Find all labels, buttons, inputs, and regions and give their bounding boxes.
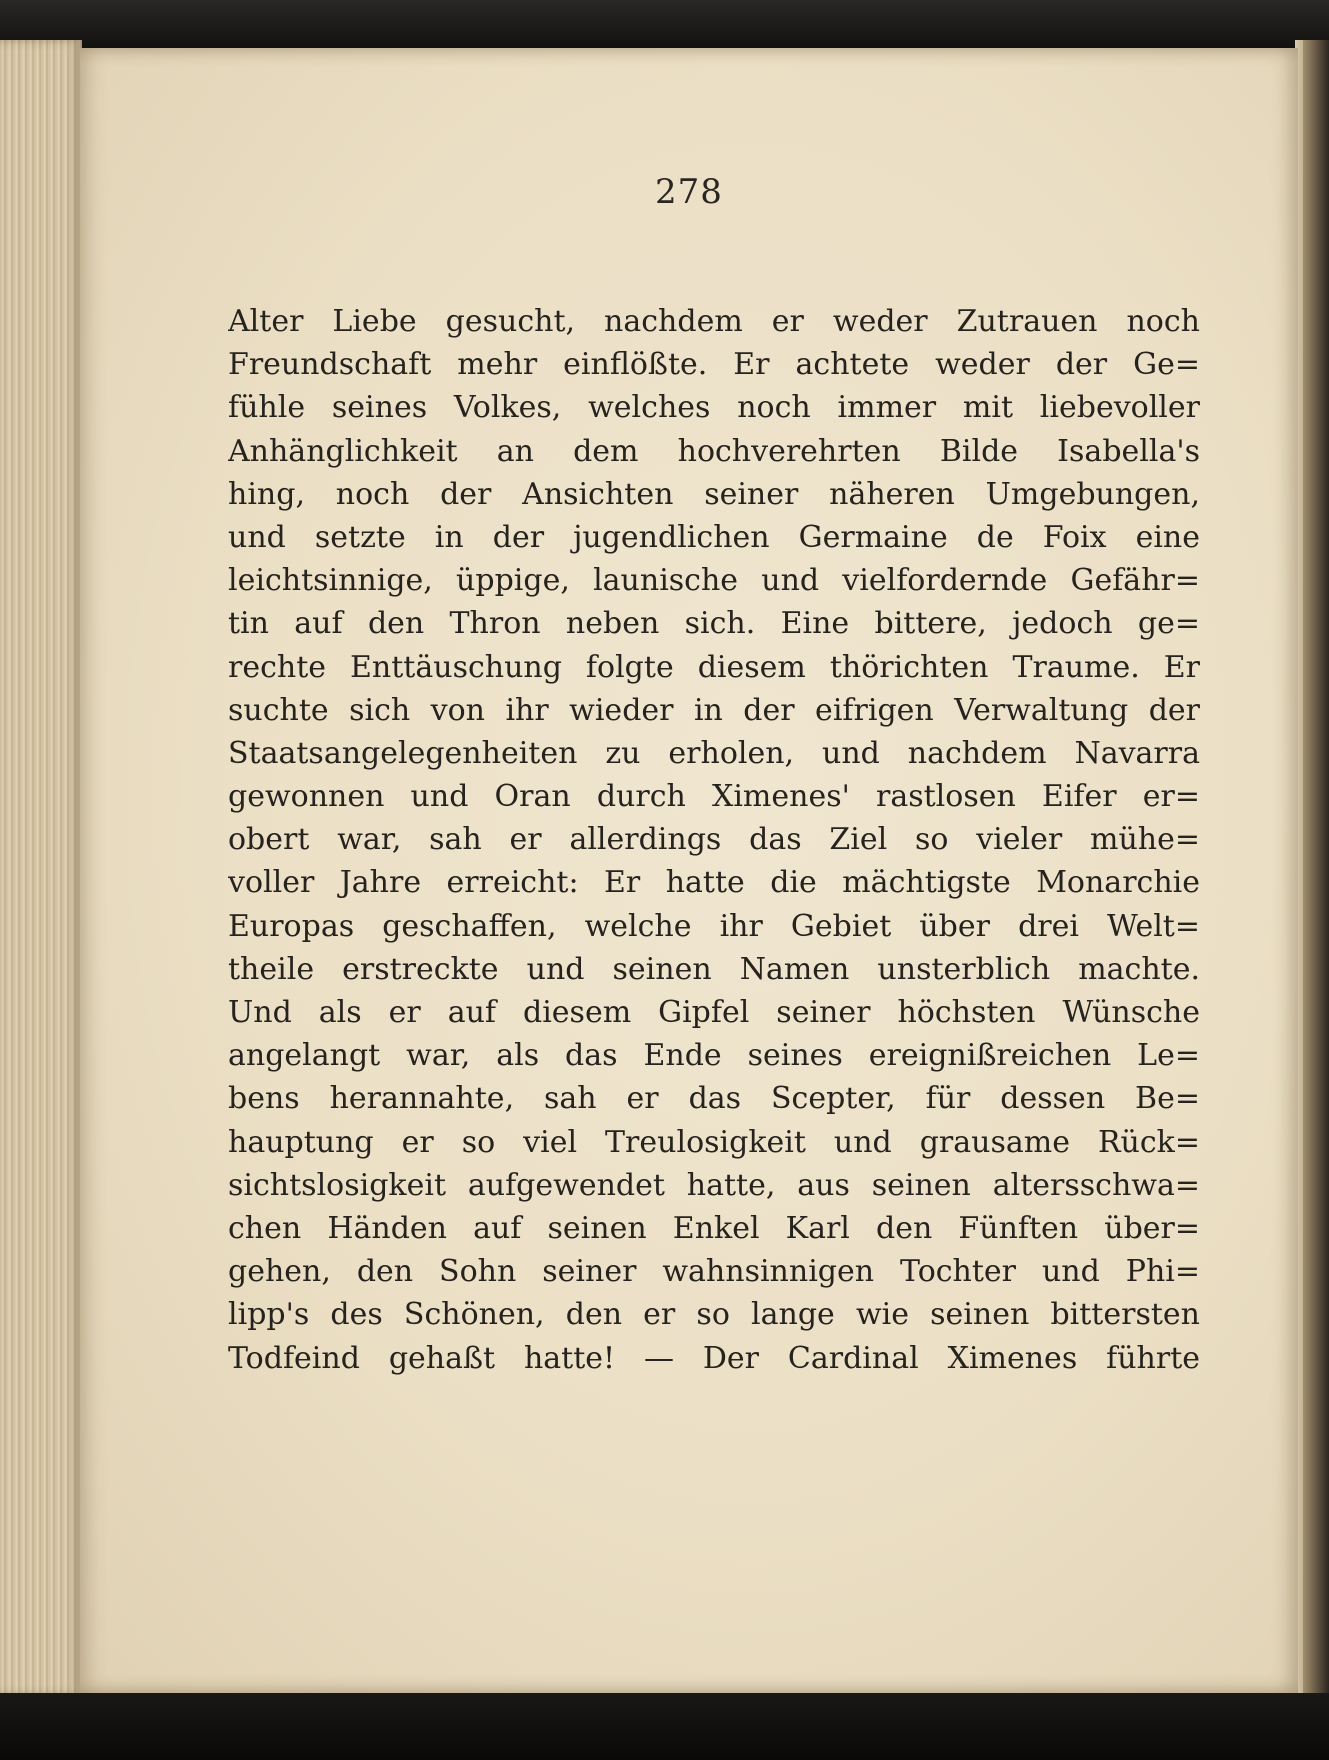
text-line: suchte sich von ihr wieder in der eifrigen Verwaltung der [228, 692, 1200, 728]
text-line: fühle seines Volkes, welches noch immer mit liebevoller [228, 390, 1200, 426]
text-line: angelangt war, als das Ende seines ereignißreichen Le= [228, 1038, 1200, 1074]
text-line: Alter Liebe gesucht, nachdem er weder Zutrauen noch [228, 304, 1200, 339]
text-line: hauptung er so viel Treulosigkeit und grausame Rück= [228, 1124, 1200, 1160]
text-line: obert war, sah er allerdings das Ziel so vieler mühe= [228, 822, 1200, 858]
text-line: und setzte in der jugendlichen Germaine de Foix eine [228, 519, 1200, 555]
text-line: rechte Enttäuschung folgte diesem thörichten Traume. Er [228, 649, 1200, 685]
left-page-edges [0, 40, 82, 1695]
text-line: leichtsinnige, üppige, launische und vielfordernde Gefähr= [228, 563, 1200, 599]
body-text [228, 300, 1200, 1380]
text-line: chen Händen auf seinen Enkel Karl den Fünften über= [228, 1210, 1200, 1246]
scan-top-border [0, 0, 1329, 48]
text-line: Europas geschaffen, welche ihr Gebiet über drei Welt= [228, 908, 1200, 944]
text-line: voller Jahre erreicht: Er hatte die mächtigste Monarchie [228, 865, 1200, 901]
text-line: sichtslosigkeit aufgewendet hatte, aus seinen altersschwa= [228, 1167, 1200, 1203]
text-line: gewonnen und Oran durch Ximenes' rastlosen Eifer er= [228, 779, 1200, 815]
text-line: gehen, den Sohn seiner wahnsinnigen Tochter und Phi= [228, 1254, 1200, 1290]
text-line: Freundschaft mehr einflößte. Er achtete weder der Ge= [228, 347, 1200, 383]
page-number: 278 [655, 172, 723, 212]
text-line: Staatsangelegenheiten zu erholen, und nachdem Navarra [228, 735, 1200, 771]
text-line: Anhänglichkeit an dem hochverehrten Bilde Isabella's [228, 433, 1200, 469]
scan-bottom-border [0, 1693, 1329, 1760]
text-line: theile erstreckte und seinen Namen unsterblich machte. [228, 951, 1200, 987]
binding-gutter [1303, 40, 1329, 1695]
text-line: lipp's des Schönen, den er so lange wie seinen bittersten [228, 1297, 1200, 1333]
text-line: Todfeind gehaßt hatte! — Der Cardinal Ximenes führte [228, 1340, 1200, 1376]
text-line: tin auf den Thron neben sich. Eine bittere, jedoch ge= [228, 606, 1200, 642]
text-line: hing, noch der Ansichten seiner näheren Umgebungen, [228, 476, 1200, 512]
text-line: Und als er auf diesem Gipfel seiner höchsten Wünsche [228, 995, 1200, 1030]
text-line: bens herannahte, sah er das Scepter, für dessen Be= [228, 1081, 1200, 1117]
